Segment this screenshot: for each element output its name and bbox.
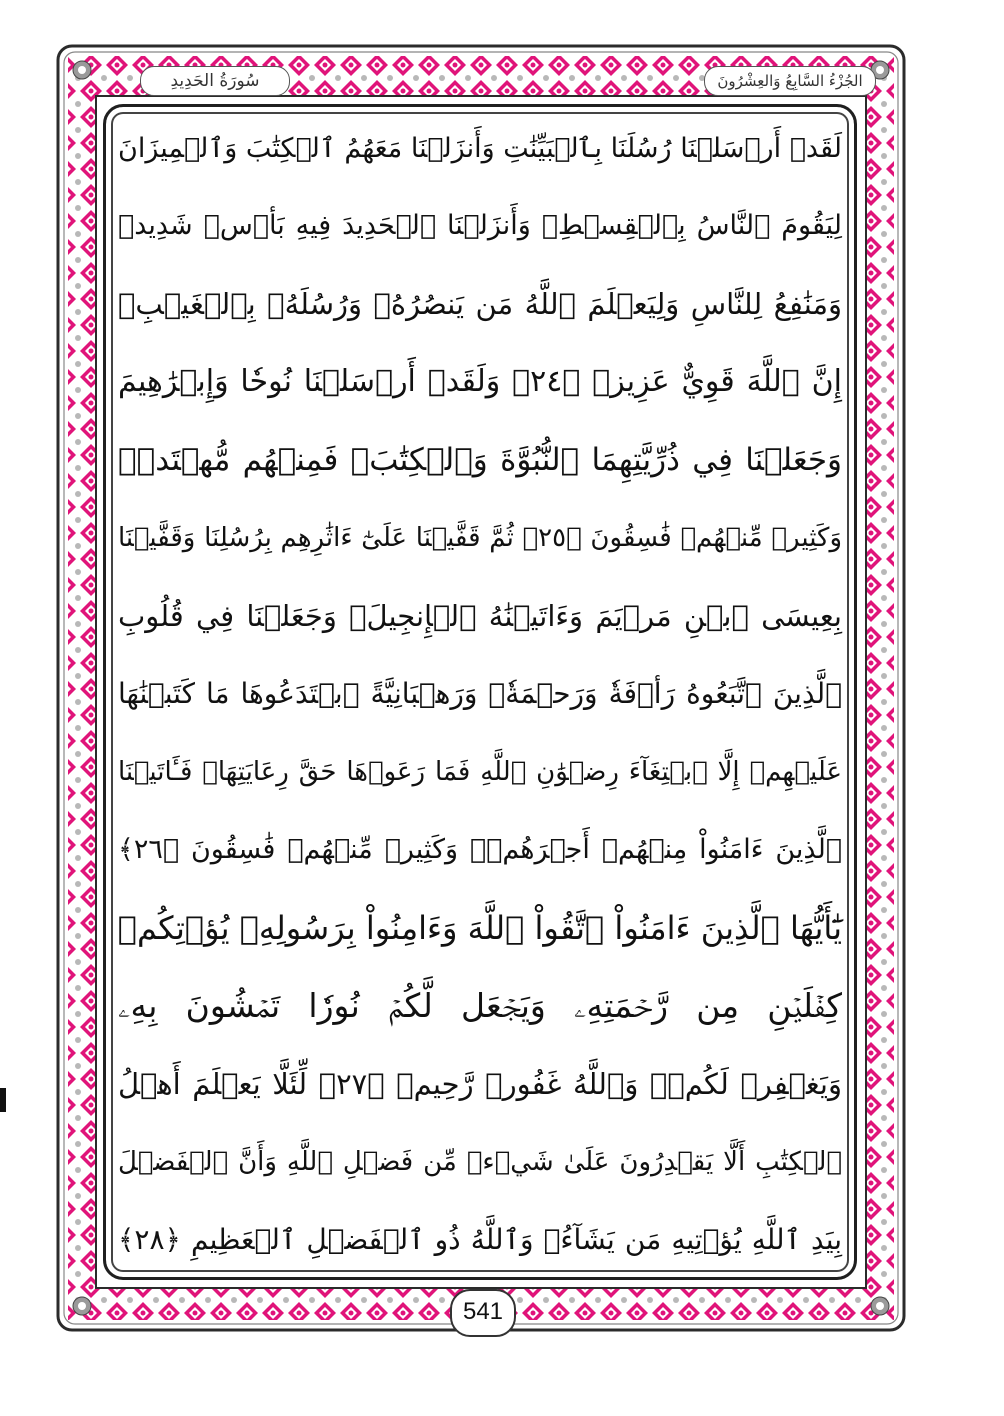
- juz-title: الجُزْءُ السَّابِعُ وَالعِشْرُونَ: [704, 66, 876, 96]
- verse-line: يَٰٓأَيُّهَا ٱلَّذِينَ ءَامَنُواْ ٱتَّقُواْ ٱللَّهَ وَءَامِنُواْ بِرَسُولِهِۦ يُؤۡتِكُمۡ: [117, 909, 842, 947]
- verse-line: بِعِيسَى ٱبۡنِ مَرۡيَمَ وَءَاتَيۡنَٰهُ ٱلۡإِنجِيلَۖ وَجَعَلۡنَا فِي قُلُوبِ: [118, 599, 842, 633]
- verse-line: إِنَّ ٱللَّهَ قَوِيٌّ عَزِيزٞ ﴿٢٤﴾ وَلَقَدۡ أَرۡسَلۡنَا نُوحٗا وَإِبۡرَٰهِيمَ: [118, 364, 842, 399]
- verse-line: وَيَغۡفِرۡ لَكُمۡۚ وَٱللَّهُ غَفُورٞ رَّحِيمٞ ﴿٢٧﴾ لِّئَلَّا يَعۡلَمَ أَهۡلُ: [118, 1067, 843, 1101]
- verse-line: وَمَنَٰفِعُ لِلنَّاسِ وَلِيَعۡلَمَ ٱللَّهُ مَن يَنصُرُهُۥ وَرُسُلَهُۥ بِٱلۡغَيۡبِۚ: [118, 287, 842, 321]
- verse-line: ٱلۡكِتَٰبِ أَلَّا يَقۡدِرُونَ عَلَىٰ شَيۡءٖ مِّن فَضۡلِ ٱللَّهِ وَأَنَّ ٱلۡفَضۡلَ: [118, 1147, 842, 1177]
- verse-line: ٱلَّذِينَ ءَامَنُواْ مِنۡهُمۡ أَجۡرَهُمۡۖ وَكَثِيرٞ مِّنۡهُمۡ فَٰسِقُونَ ﴿٢٦﴾: [118, 834, 842, 865]
- verse-line: وَكَثِيرٞ مِّنۡهُمۡ فَٰسِقُونَ ﴿٢٥﴾ ثُمَّ قَفَّيۡنَا عَلَىٰٓ ءَاثَٰرِهِم بِرُسُلِنَا وَقَفَّيۡنَا: [118, 523, 842, 553]
- verse-line: لَقَدۡ أَرۡسَلۡنَا رُسُلَنَا بِٱلۡبَيِّنَٰتِ وَأَنزَلۡنَا مَعَهُمُ ٱلۡكِتَٰبَ وَٱلۡمِيزَانَ: [118, 133, 842, 164]
- verse-line: كِفۡلَيۡنِ مِن رَّحۡمَتِهِۦ وَيَجۡعَل لَّكُمۡ نُورٗا تَمۡشُونَ بِهِۦ: [118, 986, 842, 1025]
- verse-line: ٱلَّذِينَ ٱتَّبَعُوهُ رَأۡفَةٗ وَرَحۡمَةٗۚ وَرَهۡبَانِيَّةً ٱبۡتَدَعُوهَا مَا كَتَبۡنَٰهَا: [118, 677, 842, 710]
- side-bookmark-tab: [0, 1088, 6, 1112]
- verse-line: لِيَقُومَ ٱلنَّاسُ بِٱلۡقِسۡطِۖ وَأَنزَلۡنَا ٱلۡحَدِيدَ فِيهِ بَأۡسٞ شَدِيدٞ: [118, 210, 842, 241]
- surah-title: سُورَةُ الحَدِيدِ: [140, 66, 290, 96]
- page-number: 541: [450, 1289, 516, 1337]
- verse-line: وَجَعَلۡنَا فِي ذُرِّيَّتِهِمَا ٱلنُّبُوَّةَ وَٱلۡكِتَٰبَۖ فَمِنۡهُم مُّهۡتَدٖۖ: [118, 442, 842, 478]
- verse-line: بِيَدِ ٱللَّهِ يُؤۡتِيهِ مَن يَشَآءُۚ وَٱللَّهُ ذُو ٱلۡفَضۡلِ ٱلۡعَظِيمِ ﴿٢٨﴾: [118, 1223, 842, 1256]
- verse-line: عَلَيۡهِمۡ إِلَّا ٱبۡتِغَآءَ رِضۡوَٰنِ ٱللَّهِ فَمَا رَعَوۡهَا حَقَّ رِعَايَتِهَاۖ فَـَٔاتَيۡنَا: [118, 757, 842, 787]
